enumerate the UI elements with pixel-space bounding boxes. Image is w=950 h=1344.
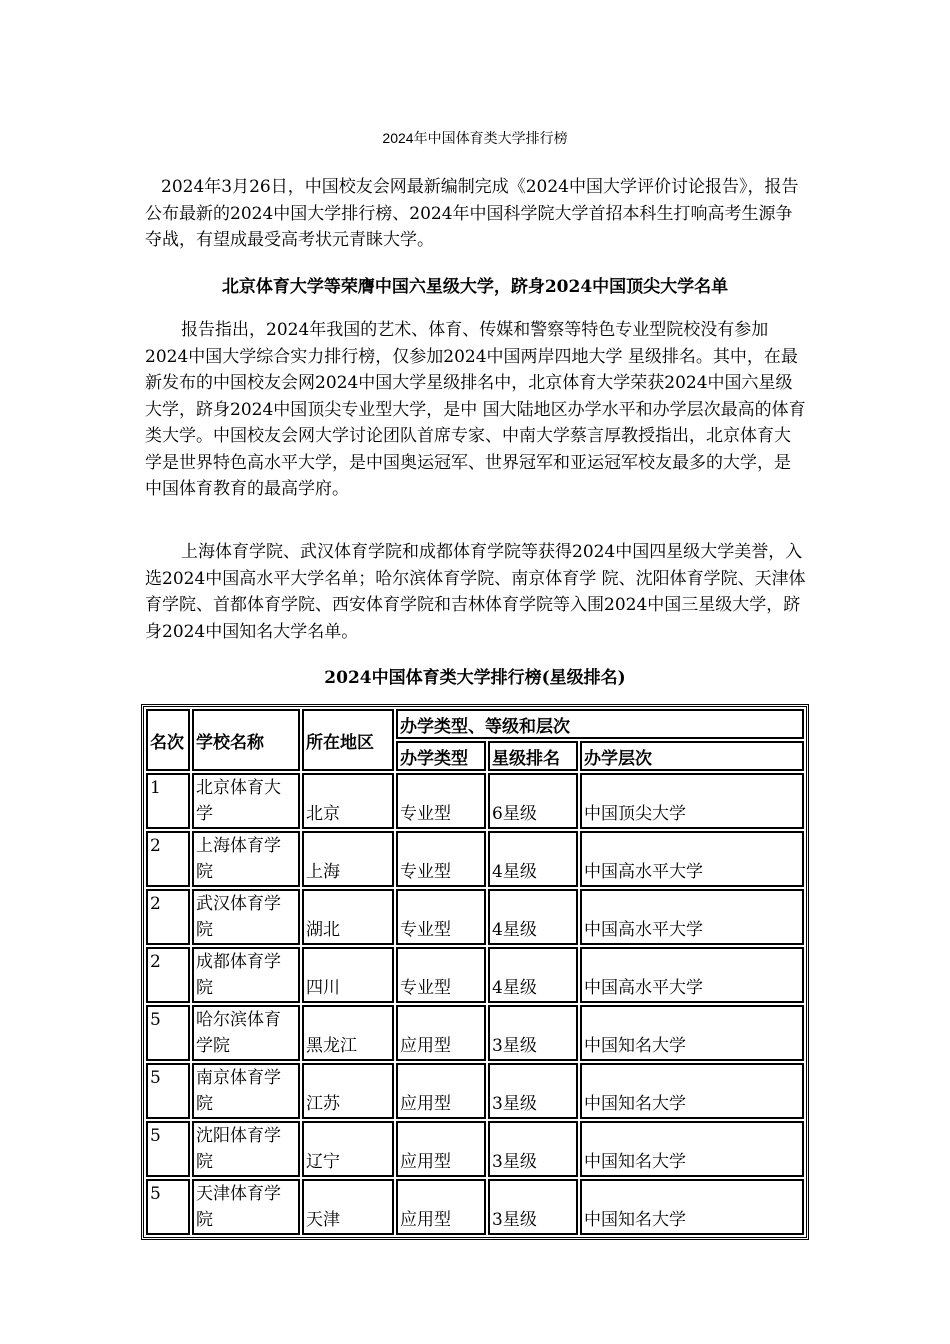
cell-rank: 2 [146, 889, 190, 945]
cell-star: 6星级 [488, 773, 578, 829]
cell-school: 上海体育学院 [192, 831, 300, 887]
cell-level: 中国高水平大学 [580, 947, 804, 1003]
table-row [146, 831, 804, 887]
cell-star: 3星级 [488, 1121, 578, 1177]
cell-type: 专业型 [396, 889, 486, 945]
cell-level: 中国知名大学 [580, 1121, 804, 1177]
cell-region: 四川 [302, 947, 394, 1003]
header-star: 星级排名 [488, 741, 578, 771]
section-heading: 北京体育大学等荣膺中国六星级大学，跻身2024中国顶尖大学名单 [221, 277, 729, 297]
cell-region: 江苏 [302, 1063, 394, 1119]
cell-school: 武汉体育学院 [192, 889, 300, 945]
cell-type: 应用型 [396, 1005, 486, 1061]
header-school: 学校名称 [192, 709, 300, 771]
cell-rank: 5 [146, 1063, 190, 1119]
intro-paragraph-text: 2024年3月26日，中国校友会网最新编制完成《2024中国大学评价讨论报告》，报告公布最新的2024中国大学排行榜、2024年中国科学院大学首招本科生打响高考生源争夺战，有望成最受高考状元青睐大学。 [145, 177, 799, 250]
cell-star: 4星级 [488, 947, 578, 1003]
cell-level: 中国知名大学 [580, 1063, 804, 1119]
cell-level: 中国高水平大学 [580, 831, 804, 887]
cell-rank: 1 [146, 773, 190, 829]
cell-school: 天津体育学院 [192, 1179, 300, 1235]
cell-region: 黑龙江 [302, 1005, 394, 1061]
cell-type: 应用型 [396, 1179, 486, 1235]
cell-school: 北京体育大学 [192, 773, 300, 829]
cell-region: 北京 [302, 773, 394, 829]
cell-level: 中国高水平大学 [580, 889, 804, 945]
cell-region: 湖北 [302, 889, 394, 945]
table-row [146, 1005, 804, 1061]
table-row [146, 947, 804, 1003]
intro-paragraph [145, 174, 807, 254]
table-row [146, 889, 804, 945]
cell-school: 南京体育学院 [192, 1063, 300, 1119]
cell-type: 专业型 [396, 947, 486, 1003]
cell-star: 3星级 [488, 1005, 578, 1061]
cell-school: 沈阳体育学院 [192, 1121, 300, 1177]
cell-school: 哈尔滨体育学院 [192, 1005, 300, 1061]
header-level: 办学层次 [580, 741, 804, 771]
table-row [146, 1063, 804, 1119]
cell-region: 辽宁 [302, 1121, 394, 1177]
header-type: 办学类型 [396, 741, 486, 771]
cell-rank: 2 [146, 947, 190, 1003]
cell-rank: 5 [146, 1179, 190, 1235]
cell-star: 3星级 [488, 1063, 578, 1119]
table-title: 2024中国体育类大学排行榜(星级排名) [324, 668, 626, 688]
cell-type: 应用型 [396, 1121, 486, 1177]
ranking-table [141, 704, 809, 1240]
cell-rank: 5 [146, 1121, 190, 1177]
cell-type: 专业型 [396, 831, 486, 887]
header-rank: 名次 [146, 709, 190, 771]
table-body [146, 773, 804, 1235]
cell-region: 上海 [302, 831, 394, 887]
document-title: 2024年中国体育类大学排行榜 [382, 130, 568, 146]
cell-level: 中国顶尖大学 [580, 773, 804, 829]
cell-rank: 5 [146, 1005, 190, 1061]
cell-star: 3星级 [488, 1179, 578, 1235]
table-row [146, 773, 804, 829]
table-header-row [146, 709, 804, 739]
cell-level: 中国知名大学 [580, 1005, 804, 1061]
table-row [146, 1179, 804, 1235]
cell-star: 4星级 [488, 889, 578, 945]
cell-level: 中国知名大学 [580, 1179, 804, 1235]
cell-rank: 2 [146, 831, 190, 887]
report-paragraph: 报告指出，2024年我国的艺术、体育、传媒和警察等特色专业型院校没有参加2024中国大学综合实力排行榜，仅参加2024中国两岸四地大学 星级排名。其中，在最新发布的中国校友会网2024中国大学星级排名中，北京体育大学荣获2024中国六星级大学，跻身2024中国顶尖专业型大学，是中 国大陆地区办学水平和办学层次最高的体育类大学。中国校友会网大学讨论团队首席专家、中南大学蔡言厚教授指出，北京体育大学是世界特色高水平大学，是中国奥运冠军、世界冠军和亚运冠军校友最多的大学，是中国体育教育的最高学府。 [145, 320, 806, 499]
cell-region: 天津 [302, 1179, 394, 1235]
cell-type: 应用型 [396, 1063, 486, 1119]
header-group: 办学类型、等级和层次 [396, 709, 804, 739]
table-row [146, 1121, 804, 1177]
ranking-paragraph: 上海体育学院、武汉体育学院和成都体育学院等获得2024中国四星级大学美誉，入选2024中国高水平大学名单；哈尔滨体育学院、南京体育学 院、沈阳体育学院、天津体育学院、首都体育学院、西安体育学院和吉林体育学院等入围2024中国三星级大学，跻身2024中国知名大学名单。 [145, 542, 806, 642]
header-region: 所在地区 [302, 709, 394, 771]
cell-type: 专业型 [396, 773, 486, 829]
cell-school: 成都体育学院 [192, 947, 300, 1003]
cell-star: 4星级 [488, 831, 578, 887]
